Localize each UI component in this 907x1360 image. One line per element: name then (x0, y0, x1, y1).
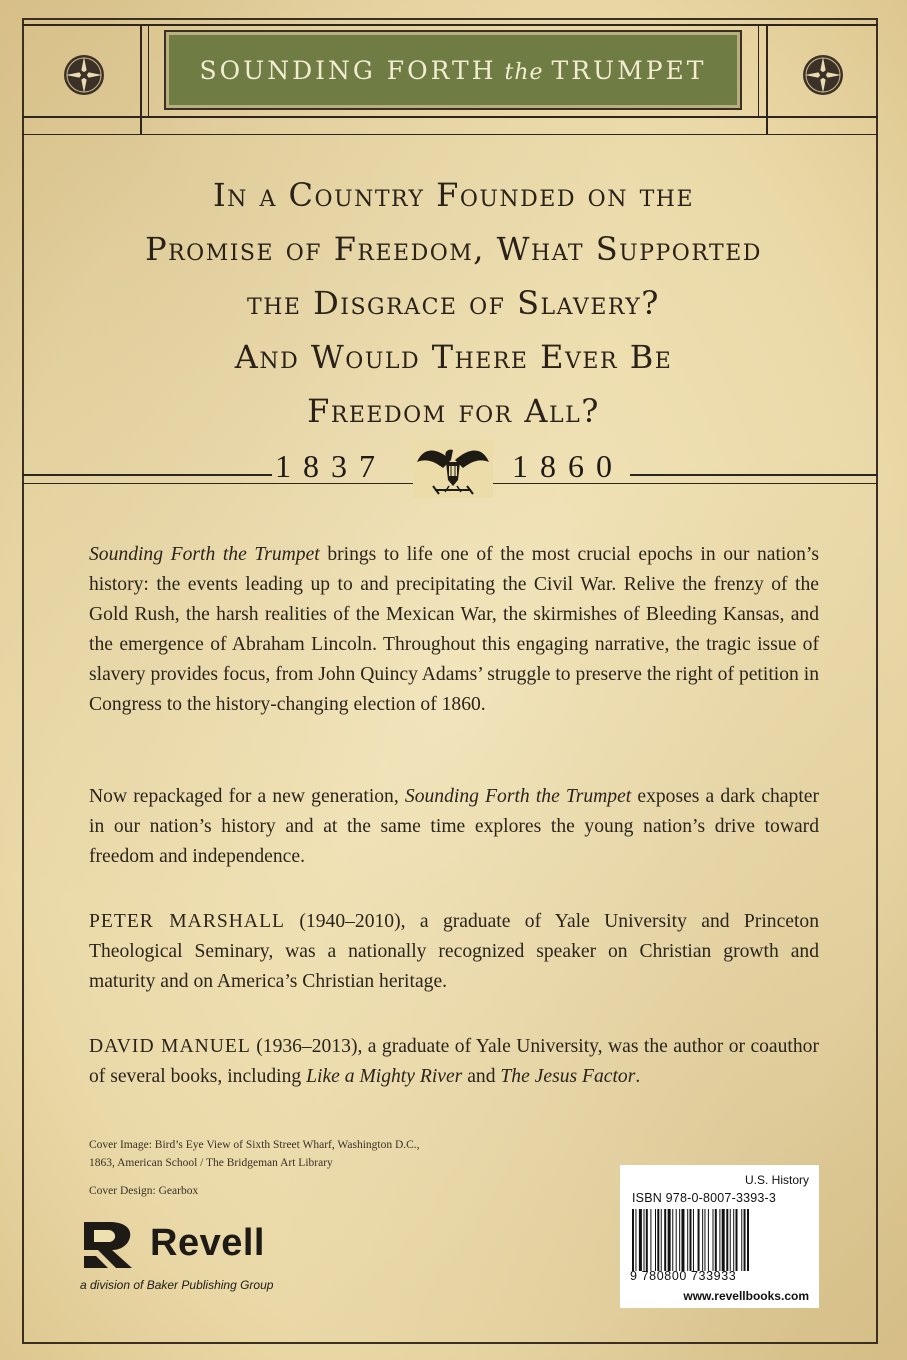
barcode-stripe (698, 1209, 700, 1271)
barcode-number: 9 780800 733933 (630, 1269, 737, 1283)
cover-image-credit (89, 1136, 420, 1172)
description-paragraph-2 (89, 782, 819, 872)
series-title-part2: TRUMPET (551, 55, 707, 85)
header-divider-left (140, 24, 142, 134)
header-rule-bottom (22, 116, 878, 118)
barcode-stripe (708, 1209, 709, 1271)
author-bio-1-text: (1940–2010), a graduate of Yale University and Princeton Theological Seminary, was a nationally recognized speaker on Christian growth and maturity and on America’s Christian heritage. (89, 911, 819, 992)
series-title-the: the (504, 59, 544, 85)
headline-line-4: And Would There Ever Be (234, 338, 673, 376)
barcode-stripe (650, 1209, 651, 1271)
paragraph-1-text: brings to life one of the most crucial epochs in our nation’s history: the events leading up to and precipitating the Civil War. Relive the frenzy of the Gold Rush, the harsh realities of the Mexican War, the skirmishes of Bleeding Kansas, and the emergence of Abraham Lincoln. Throughout this engaging narrative, the tragic issue of slavery provides focus, from John Quincy Adams’ struggle to preserve the right of petition in Congress to the history-changing election of 1860. (89, 544, 819, 715)
barcode-stripe (679, 1209, 680, 1271)
series-title (200, 56, 707, 85)
author-bio-2-and: and (462, 1066, 501, 1087)
author-name-1: PETER MARSHALL (89, 911, 286, 932)
compass-star-icon-right (800, 52, 846, 98)
barcode-stripe (715, 1209, 717, 1271)
category-label: U.S. History (744, 1173, 809, 1187)
header-divider-right-2 (758, 24, 759, 118)
book-title-italic: Sounding Forth the Trumpet (89, 544, 320, 565)
header-rule-top (22, 24, 878, 26)
compass-star-icon-left (61, 52, 107, 98)
book-title-mighty-river: Like a Mighty River (306, 1066, 463, 1087)
barcode-stripe (632, 1209, 634, 1271)
series-title-part1: SOUNDING FORTH (199, 55, 497, 85)
barcode-stripe (719, 1209, 720, 1271)
header-divider-left-2 (148, 24, 149, 118)
author-bio-2 (89, 1032, 819, 1092)
barcode-stripe (702, 1209, 703, 1271)
cover-image-credit-line-2: 1863, American School / The Bridgeman Art Library (89, 1157, 333, 1169)
paragraph-2-lead: Now repackaged for a new generation, (89, 786, 405, 807)
headline-line-2: Promise of Freedom, What Supported (145, 230, 762, 268)
barcode-stripe (664, 1209, 666, 1271)
header-rule-bottom-2 (22, 134, 878, 135)
barcode-stripe (644, 1209, 645, 1271)
years-rule (22, 474, 272, 476)
title-banner (164, 30, 742, 110)
description-paragraph-1 (89, 540, 819, 720)
eagle-icon (413, 440, 493, 498)
cover-design-credit: Cover Design: Gearbox (89, 1185, 199, 1197)
barcode-stripe (747, 1209, 749, 1271)
barcode-stripe (661, 1209, 662, 1271)
revell-logo-icon (80, 1218, 140, 1270)
barcode-stripe (736, 1209, 738, 1271)
author-bio-1 (89, 907, 819, 997)
header-divider-right (766, 24, 768, 134)
barcode-stripe (676, 1209, 677, 1271)
isbn-text: ISBN 978-0-8007-3393-3 (632, 1191, 777, 1205)
barcode-stripe (635, 1209, 636, 1271)
barcode-stripe (726, 1209, 728, 1271)
cover-image-credit-line-1: Cover Image: Bird’s Eye View of Sixth Street Wharf, Washington D.C., (89, 1139, 420, 1151)
barcode-stripe (713, 1209, 714, 1271)
barcode-stripe (681, 1209, 684, 1271)
barcode-stripe (722, 1209, 725, 1271)
barcode-stripe (733, 1209, 734, 1271)
barcode-stripe (704, 1209, 705, 1271)
publisher-division: a division of Baker Publishing Group (80, 1278, 274, 1292)
book-title-italic-2: Sounding Forth the Trumpet (404, 786, 632, 807)
barcode-stripe (646, 1209, 648, 1271)
headline (90, 168, 817, 438)
barcode-stripe (690, 1209, 692, 1271)
year-start: 1837 (275, 448, 387, 484)
headline-line-5: Freedom for All? (307, 392, 600, 430)
author-bio-2-text: (1936–2013), a graduate of Yale University, was the author or coauthor of several books, including (89, 1036, 819, 1087)
headline-line-1: In a Country Founded on the (212, 176, 695, 214)
barcode-stripe (744, 1209, 746, 1271)
years-rule-right (630, 474, 878, 476)
publisher-name: Revell (150, 1222, 265, 1264)
publisher-url: www.revellbooks.com (683, 1289, 809, 1303)
author-name-2: DAVID MANUEL (89, 1036, 251, 1057)
barcode-stripe (639, 1209, 642, 1271)
barcode-stripe (668, 1209, 671, 1271)
author-bio-2-end: . (635, 1066, 641, 1087)
book-title-jesus-factor: The Jesus Factor (500, 1066, 636, 1087)
paragraph-2-text: exposes a dark chapter in our nation’s history and at the same time explores the young nation’s drive toward freedom and independence. (89, 786, 819, 867)
barcode-panel (620, 1165, 819, 1308)
barcode-stripe (657, 1209, 659, 1271)
barcode-stripe (730, 1209, 731, 1271)
barcode-stripe (693, 1209, 694, 1271)
year-end: 1860 (512, 448, 624, 484)
barcode-stripe (687, 1209, 688, 1271)
barcode-stripe (655, 1209, 656, 1271)
barcode-stripe (741, 1209, 742, 1271)
barcode-stripe (672, 1209, 673, 1271)
headline-line-3: the Disgrace of Slavery? (247, 284, 660, 322)
barcode-bars (630, 1209, 810, 1271)
